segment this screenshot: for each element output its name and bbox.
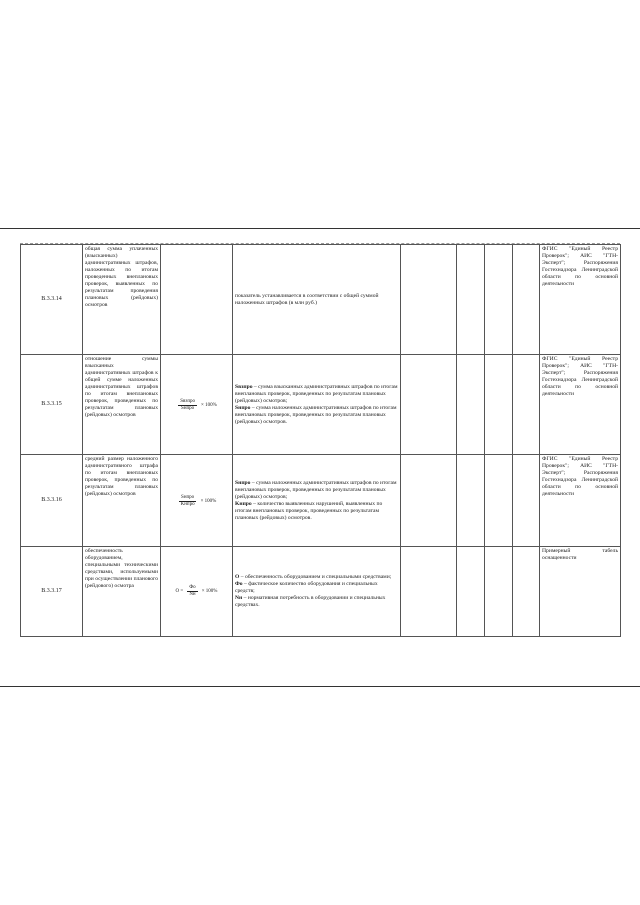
- formula-multiplier: × 100%: [200, 498, 217, 504]
- indicator-code: В.3.3.17: [21, 547, 83, 637]
- description-term: Nн: [235, 595, 243, 601]
- formula-numerator: Фо: [189, 585, 196, 590]
- indicator-description: [233, 355, 401, 455]
- formula-fraction: [178, 399, 197, 412]
- description-term: Фо: [235, 581, 243, 587]
- description-text: – количество выявленных нарушений, выявленных по итогам внеплановых проверок, проведенных по результатам плановых (рейдовых) осмотров.: [235, 500, 383, 521]
- description-term: Sвзпро: [235, 383, 253, 390]
- formula-expression: [176, 399, 217, 412]
- table-row: [21, 355, 621, 455]
- empty-cell: [513, 547, 540, 637]
- formula-denominator: Sнпро: [181, 405, 195, 411]
- indicator-code: В.3.3.15: [21, 355, 83, 455]
- indicator-formula: [161, 547, 233, 637]
- description-text: – обеспеченность оборудованием и специальными средствами;: [239, 574, 392, 580]
- indicator-formula: [161, 455, 233, 547]
- empty-cell: [457, 455, 485, 547]
- description-text: – сумма наложенных административных штрафов по итогам внеплановых проверок, проведенных по результатам плановых (рейдовых) осмотров.: [235, 404, 397, 425]
- formula-denominator: Kнпро: [180, 501, 195, 507]
- empty-cell: [513, 245, 540, 355]
- description-line: [235, 480, 398, 501]
- description-line: [235, 501, 398, 522]
- empty-cell: [401, 547, 457, 637]
- description-text: – фактическое количество оборудования и специальных средств;: [235, 581, 378, 594]
- empty-cell: [485, 455, 513, 547]
- empty-cell: [457, 245, 485, 355]
- empty-cell: [513, 455, 540, 547]
- table-row: [21, 547, 621, 637]
- indicator-code: В.3.3.14: [21, 245, 83, 355]
- indicator-name: обеспеченность оборудованием, специальными техническими средствами, используемыми при осуществлении планового (рейдового) осмотра: [83, 547, 161, 637]
- indicators-table: [20, 244, 621, 637]
- formula-numerator: Sнпро: [181, 494, 195, 500]
- description-text: – сумма взысканных административных штрафов по итогам внеплановых проверок, проведенных по результатам плановых (рейдовых) осмотров;: [235, 383, 398, 404]
- formula-expression: [177, 495, 217, 508]
- formula-denominator: Nн: [189, 592, 196, 597]
- empty-cell: [457, 547, 485, 637]
- empty-cell: [401, 355, 457, 455]
- empty-cell: [401, 455, 457, 547]
- indicator-source: Примерный табель оснащенности: [540, 547, 621, 637]
- indicator-description: [233, 455, 401, 547]
- indicator-code: В.3.3.16: [21, 455, 83, 547]
- description-term: Sнпро: [235, 479, 251, 486]
- description-line: [235, 384, 398, 405]
- description-line: [235, 581, 398, 595]
- table-row: [21, 245, 621, 355]
- description-line: [235, 405, 398, 426]
- indicator-description: [233, 547, 401, 637]
- formula-expression: [176, 585, 218, 598]
- table-row: [21, 455, 621, 547]
- empty-cell: [485, 245, 513, 355]
- formula-multiplier: × 100%: [201, 402, 217, 408]
- formula-fraction: [179, 495, 197, 508]
- description-term: О: [235, 574, 240, 580]
- formula-multiplier: × 100%: [201, 589, 218, 594]
- empty-cell: [401, 245, 457, 355]
- indicator-description: показатель устанавливается в соответствии с общей суммой наложенных штрафов (в млн руб.): [233, 245, 401, 355]
- indicator-source: ФГИС "Единый Реестр Проверок"; АИС "ГТН-Эксперт"; Распоряжения Гостехнадзора Ленинградской области по основной деятельности: [540, 245, 621, 355]
- description-term: Kнпро: [235, 500, 252, 507]
- page-bottom-rule: [0, 686, 640, 687]
- indicator-formula: [161, 245, 233, 355]
- indicator-name: общая сумма уплаченных (взысканных) административных штрафов, наложенных по итогам проведенных внеплановых проверок, выявленных по результатам проведения плановых (рейдовых) осмотров: [83, 245, 161, 355]
- formula-numerator: Sвзпро: [180, 398, 196, 404]
- indicator-name: отношение суммы взысканных административных штрафов к общей сумме наложенных административных штрафов по итогам внеплановых проверок, проведенных по результатам плановых (рейдовых) осмотров: [83, 355, 161, 455]
- page-top-rule: [0, 228, 640, 229]
- empty-cell: [457, 355, 485, 455]
- formula-lhs: О =: [175, 589, 184, 594]
- indicator-formula: [161, 355, 233, 455]
- indicator-name: средний размер наложенного административного штрафа по итогам внеплановых проверок, проведенных по результатам плановых (рейдовых) осмотров: [83, 455, 161, 547]
- description-line: [235, 574, 398, 581]
- description-term: Sнпро: [235, 404, 251, 411]
- description-text: – сумма наложенных административных штрафов по итогам внеплановых проверок, проведенных по результатам плановых (рейдовых) осмотров;: [235, 479, 397, 500]
- indicator-source: ФГИС "Единый Реестр Проверок"; АИС "ГТН-Эксперт"; Распоряжения Гостехнадзора Ленинградской области по основной деятельности: [540, 455, 621, 547]
- indicator-source: ФГИС "Единый Реестр Проверок"; АИС "ГТН-Эксперт"; Распоряжения Гостехнадзора Ленинградской области по основной деятельности: [540, 355, 621, 455]
- description-line: [235, 595, 398, 609]
- formula-fraction: [187, 585, 197, 598]
- empty-cell: [513, 355, 540, 455]
- empty-cell: [485, 355, 513, 455]
- empty-cell: [485, 547, 513, 637]
- description-text: – нормативная потребность в оборудовании и специальных средствах.: [235, 595, 386, 608]
